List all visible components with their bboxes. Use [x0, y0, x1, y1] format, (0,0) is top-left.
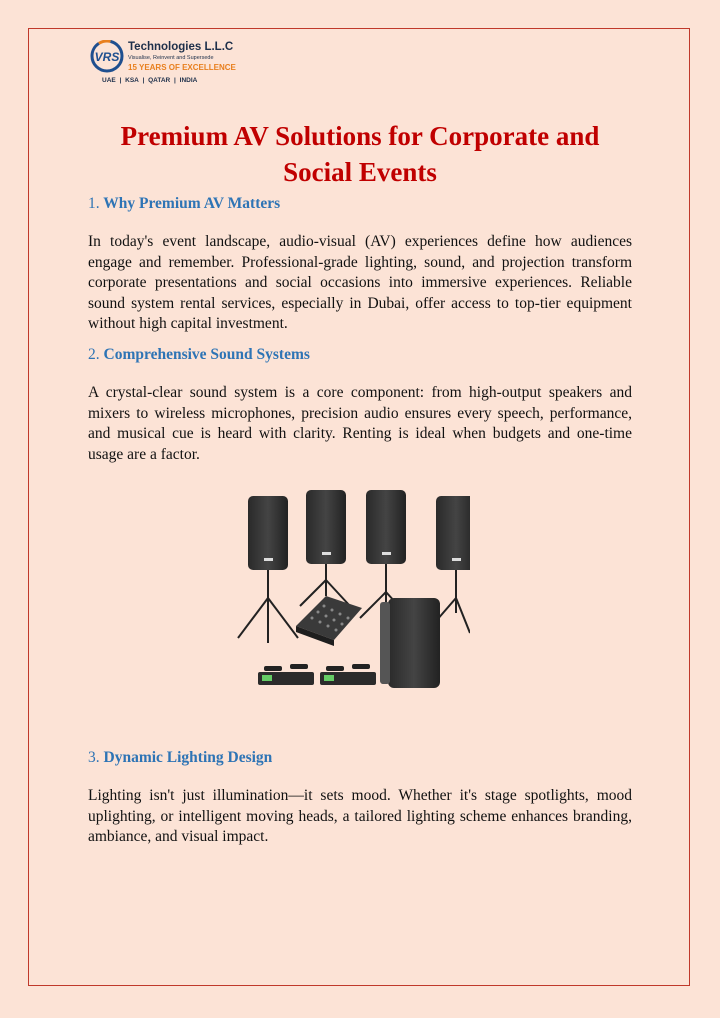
section-heading-text: Why Premium AV Matters — [103, 195, 281, 212]
wireless-mic-receiver — [258, 664, 314, 685]
section-heading-3 — [88, 749, 272, 767]
section-number: 1. — [88, 195, 100, 212]
section-number: 3. — [88, 749, 100, 766]
section-heading-1 — [88, 195, 280, 213]
section-body-1: In today's event landscape, audio-visual (AV) experiences define how audiences engage and remember. Professional-grade lighting, sound, and projection transform corporate presentations and social occasions into immersive experiences. Reliable sound system rental services, especially in Dubai, offer access to top-tier equipment without high capital investment. — [88, 233, 632, 332]
section-body-3: Lighting isn't just illumination—it sets mood. Whether it's stage spotlights, mood uplighting, or intelligent moving heads, a tailored lighting scheme enhances branding, ambiance, and visual impact. — [88, 787, 632, 845]
speaker-stand — [238, 568, 298, 643]
section-number: 2. — [88, 346, 100, 363]
section-heading-text: Dynamic Lighting Design — [103, 749, 273, 766]
wireless-mic-receiver — [320, 664, 376, 685]
section-heading-2 — [88, 346, 310, 364]
section-body-2: A crystal-clear sound system is a core component: from high-output speakers and mixers to wireless microphones, precision audio ensures every speech, performance, and musical cue is heard with clarity. Renting is ideal when budgets and one-time usage are a factor. — [88, 384, 632, 463]
logo-regions: UAE | KSA | QATAR | INDIA — [102, 77, 198, 84]
logo-tagline: Visualise, Reinvent and Supersede — [128, 55, 214, 61]
subwoofer — [380, 598, 440, 688]
page-title: Premium AV Solutions for Corporate and Social Events — [120, 121, 600, 187]
logo-company-name: Technologies L.L.C — [128, 41, 234, 53]
logo-mark-text: VRS — [94, 50, 120, 64]
logo-years-badge: 15 YEARS OF EXCELLENCE — [128, 63, 236, 72]
audio-mixer — [296, 596, 362, 646]
vrs-logo-mark — [88, 40, 126, 76]
section-heading-text: Comprehensive Sound Systems — [103, 346, 310, 363]
company-logo — [88, 40, 238, 90]
sound-system-product-image — [230, 488, 470, 696]
